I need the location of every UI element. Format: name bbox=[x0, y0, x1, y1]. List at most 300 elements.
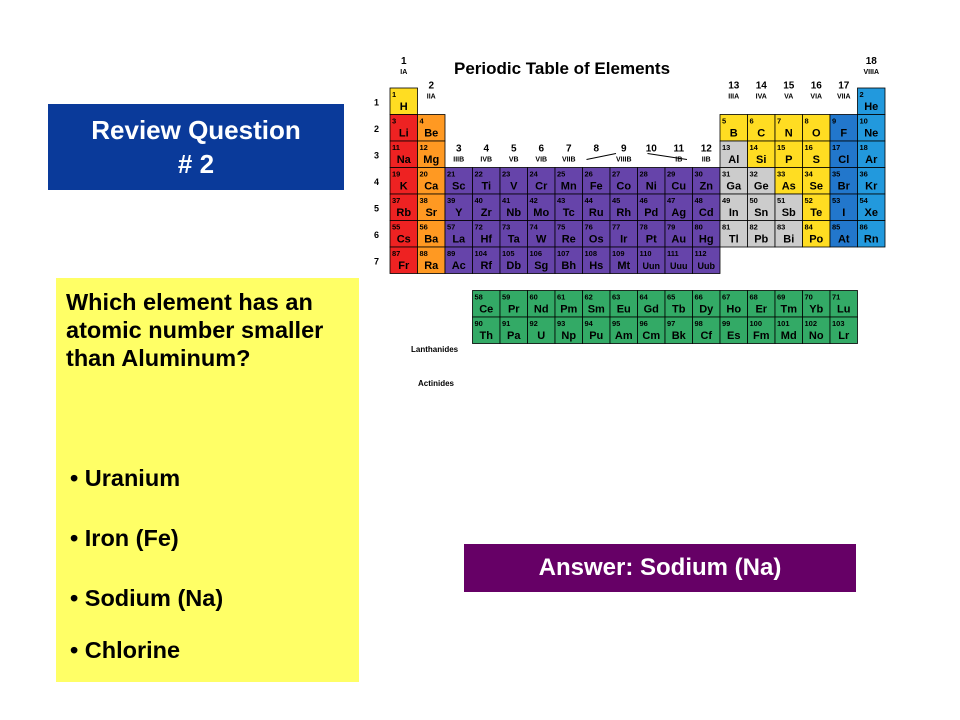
element-cell-ir bbox=[610, 221, 638, 248]
atomic-number: 63 bbox=[612, 292, 621, 302]
element-cell-ra bbox=[418, 247, 446, 274]
period-number: 3 bbox=[374, 150, 380, 161]
element-symbol: Kr bbox=[865, 180, 878, 193]
atomic-number: 59 bbox=[502, 292, 511, 302]
atomic-number: 93 bbox=[557, 319, 566, 328]
element-symbol: Am bbox=[614, 330, 633, 342]
periodic-table-title: Periodic Table of Elements bbox=[454, 59, 671, 78]
element-symbol: Cr bbox=[535, 180, 548, 193]
atomic-number: 33 bbox=[777, 169, 786, 179]
group-number: 8 bbox=[593, 143, 600, 155]
element-symbol: Re bbox=[561, 233, 576, 246]
element-cell-fr bbox=[390, 247, 418, 274]
element-cell-mo bbox=[528, 194, 556, 221]
element-cell-bh bbox=[555, 247, 583, 274]
element-symbol: Fe bbox=[589, 180, 603, 193]
element-cell-ca bbox=[418, 168, 446, 195]
element-symbol: Xe bbox=[864, 207, 878, 219]
element-cell-fe bbox=[583, 168, 611, 195]
group-bracket bbox=[587, 154, 688, 160]
atomic-number: 68 bbox=[749, 292, 758, 302]
element-cell-ti bbox=[473, 168, 501, 195]
atomic-number: 23 bbox=[502, 169, 511, 179]
element-cell-db bbox=[500, 247, 528, 274]
group-number: 18 bbox=[865, 56, 877, 67]
element-cell-tc bbox=[555, 194, 583, 221]
element-symbol: Eu bbox=[616, 303, 631, 316]
element-symbol: Mn bbox=[560, 180, 577, 193]
element-symbol: Er bbox=[755, 303, 768, 316]
atomic-number: 112 bbox=[694, 249, 707, 258]
element-cell-w bbox=[528, 221, 556, 248]
element-cell-ga bbox=[720, 168, 748, 195]
element-cell-p bbox=[775, 141, 803, 168]
atomic-number: 108 bbox=[584, 249, 598, 258]
element-symbol: Ne bbox=[864, 127, 879, 140]
element-symbol: Cl bbox=[838, 154, 850, 166]
element-cell-rh bbox=[610, 194, 638, 221]
group-number: 17 bbox=[838, 80, 850, 92]
atomic-number: 82 bbox=[749, 222, 758, 232]
atomic-number: 30 bbox=[694, 169, 703, 179]
element-symbol: B bbox=[729, 127, 738, 140]
element-cell-at bbox=[830, 221, 858, 248]
element-cell-pd bbox=[638, 194, 666, 221]
element-cell-no bbox=[803, 317, 831, 344]
review-question-line2: # 2 bbox=[177, 149, 215, 179]
element-symbol: Sc bbox=[452, 180, 466, 193]
element-cell-lr bbox=[830, 317, 858, 344]
element-symbol: Nb bbox=[506, 207, 522, 219]
element-symbol: Lu bbox=[837, 303, 851, 316]
group-roman-label: IVA bbox=[755, 93, 767, 101]
element-cell-pb bbox=[748, 221, 776, 248]
element-symbol: Rf bbox=[480, 260, 493, 272]
element-symbol: Cf bbox=[700, 330, 713, 342]
atomic-number: 52 bbox=[804, 196, 813, 205]
group-roman-label: VIIB bbox=[561, 156, 576, 164]
element-symbol: Rh bbox=[616, 207, 632, 219]
element-symbol: F bbox=[840, 127, 848, 140]
atomic-number: 45 bbox=[612, 196, 621, 205]
element-symbol: As bbox=[781, 180, 796, 193]
atomic-number: 17 bbox=[832, 143, 841, 152]
element-cell-lu bbox=[830, 291, 858, 318]
element-cell-tl bbox=[720, 221, 748, 248]
atomic-number: 31 bbox=[722, 169, 731, 179]
element-cell-re bbox=[555, 221, 583, 248]
atomic-number: 26 bbox=[584, 169, 593, 179]
atomic-number: 56 bbox=[419, 222, 428, 232]
atomic-number: 80 bbox=[694, 222, 703, 232]
element-symbol: Fm bbox=[753, 330, 770, 342]
element-symbol: Sg bbox=[534, 260, 549, 272]
atomic-number: 62 bbox=[584, 292, 593, 302]
element-symbol: Np bbox=[561, 330, 577, 342]
element-symbol: Ga bbox=[726, 180, 742, 193]
element-symbol: Ru bbox=[588, 207, 604, 219]
atomic-number: 88 bbox=[419, 249, 428, 258]
period-number: 7 bbox=[374, 256, 380, 267]
element-cell-xe bbox=[858, 194, 886, 221]
element-cell-al bbox=[720, 141, 748, 168]
element-cell-er bbox=[748, 291, 776, 318]
element-cell-hf bbox=[473, 221, 501, 248]
element-symbol: Ba bbox=[424, 233, 439, 246]
group-roman-label: VA bbox=[784, 93, 794, 101]
atomic-number: 83 bbox=[777, 222, 786, 232]
atomic-number: 1 bbox=[392, 90, 397, 99]
element-cell-dy bbox=[693, 291, 721, 318]
atomic-number: 40 bbox=[474, 196, 483, 205]
element-symbol: Bk bbox=[671, 330, 686, 342]
element-symbol: Pm bbox=[560, 303, 578, 316]
atomic-number: 102 bbox=[804, 319, 818, 328]
element-symbol: Pb bbox=[754, 233, 769, 246]
element-symbol: Po bbox=[809, 233, 824, 246]
atomic-number: 49 bbox=[722, 196, 731, 205]
atomic-number: 77 bbox=[612, 222, 621, 232]
element-symbol: Tc bbox=[562, 207, 575, 219]
group-number: 6 bbox=[538, 143, 545, 155]
element-cell-os bbox=[583, 221, 611, 248]
element-symbol: Rb bbox=[396, 207, 412, 219]
atomic-number: 67 bbox=[722, 292, 731, 302]
element-symbol: Ge bbox=[753, 180, 769, 193]
question-text: Which element has an atomic number smaller than Aluminum? bbox=[66, 289, 324, 371]
element-symbol: Cm bbox=[642, 330, 661, 342]
element-cell-s bbox=[803, 141, 831, 168]
group-number: 4 bbox=[483, 143, 490, 155]
atomic-number: 86 bbox=[859, 222, 868, 232]
element-symbol: Tm bbox=[780, 303, 797, 316]
atomic-number: 57 bbox=[447, 222, 456, 232]
element-cell-li bbox=[390, 115, 418, 142]
atomic-number: 105 bbox=[502, 249, 515, 258]
group-number: 7 bbox=[565, 143, 572, 155]
atomic-number: 44 bbox=[584, 196, 593, 205]
element-cell-ba bbox=[418, 221, 446, 248]
atomic-number: 6 bbox=[749, 116, 754, 126]
element-cell-pu bbox=[583, 317, 611, 344]
atomic-number: 89 bbox=[447, 249, 456, 258]
element-cell-mg bbox=[418, 141, 446, 168]
group-number: 1 bbox=[400, 56, 407, 67]
element-cell-uun bbox=[638, 247, 666, 274]
option-uranium[interactable]: • Uranium bbox=[70, 465, 181, 491]
element-symbol: W bbox=[536, 233, 547, 246]
atomic-number: 39 bbox=[447, 196, 456, 205]
element-symbol: Se bbox=[809, 180, 823, 193]
element-symbol: Uub bbox=[697, 261, 715, 271]
element-cell-n bbox=[775, 115, 803, 142]
atomic-number: 41 bbox=[502, 196, 511, 205]
element-symbol: Tl bbox=[728, 233, 739, 246]
element-cell-gd bbox=[638, 291, 666, 318]
atomic-number: 25 bbox=[557, 169, 566, 179]
element-cell-cl bbox=[830, 141, 858, 168]
element-cell-cr bbox=[528, 168, 556, 195]
element-symbol: Br bbox=[837, 180, 850, 193]
atomic-number: 53 bbox=[832, 196, 841, 205]
element-symbol: Uun bbox=[642, 261, 660, 271]
element-cell-eu bbox=[610, 291, 638, 318]
element-symbol: Lr bbox=[838, 330, 850, 342]
review-question-line1: Review Question bbox=[91, 115, 301, 145]
atomic-number: 61 bbox=[557, 292, 566, 302]
element-cell-uub bbox=[693, 247, 721, 274]
group-number: 11 bbox=[673, 143, 685, 155]
element-cell-b bbox=[720, 115, 748, 142]
atomic-number: 90 bbox=[474, 319, 483, 328]
atomic-number: 2 bbox=[859, 90, 864, 99]
element-cell-es bbox=[720, 317, 748, 344]
element-symbol: H bbox=[399, 101, 408, 113]
element-symbol: Hg bbox=[698, 233, 714, 246]
atomic-number: 66 bbox=[694, 292, 703, 302]
atomic-number: 13 bbox=[722, 143, 731, 152]
element-symbol: He bbox=[864, 101, 879, 113]
atomic-number: 20 bbox=[419, 169, 428, 179]
element-cell-na bbox=[390, 141, 418, 168]
atomic-number: 110 bbox=[639, 249, 652, 258]
element-cell-rb bbox=[390, 194, 418, 221]
element-cell-ag bbox=[665, 194, 693, 221]
atomic-number: 96 bbox=[639, 319, 648, 328]
group-roman-label: IVB bbox=[480, 156, 493, 164]
question-panel bbox=[56, 278, 359, 682]
element-symbol: Au bbox=[671, 233, 687, 246]
element-cell-th bbox=[473, 317, 501, 344]
element-cell-v bbox=[500, 168, 528, 195]
element-cell-se bbox=[803, 168, 831, 195]
element-symbol: Os bbox=[588, 233, 604, 246]
element-cell-nd bbox=[528, 291, 556, 318]
atomic-number: 100 bbox=[749, 319, 763, 328]
element-symbol: Mt bbox=[617, 260, 631, 272]
element-symbol: Hf bbox=[480, 233, 493, 246]
element-symbol: Y bbox=[455, 207, 463, 219]
element-symbol: Uuu bbox=[670, 261, 688, 271]
atomic-number: 50 bbox=[749, 196, 758, 205]
group-roman-label: VIIIB bbox=[615, 156, 632, 164]
option-iron[interactable]: • Iron (Fe) bbox=[70, 525, 179, 551]
option-chlorine[interactable]: • Chlorine bbox=[70, 637, 181, 663]
element-cell-sm bbox=[583, 291, 611, 318]
atomic-number: 81 bbox=[722, 222, 731, 232]
element-cell-ce bbox=[473, 291, 501, 318]
atomic-number: 103 bbox=[832, 319, 845, 328]
atomic-number: 38 bbox=[419, 196, 428, 205]
atomic-number: 87 bbox=[392, 249, 401, 258]
group-roman-label: IA bbox=[400, 69, 408, 76]
element-cell-bi bbox=[775, 221, 803, 248]
atomic-number: 28 bbox=[639, 169, 648, 179]
element-cell-tb bbox=[665, 291, 693, 318]
group-roman-label: IB bbox=[675, 156, 683, 164]
element-symbol: V bbox=[510, 180, 518, 193]
element-cell-rf bbox=[473, 247, 501, 274]
atomic-number: 29 bbox=[667, 169, 676, 179]
element-symbol: Si bbox=[756, 154, 767, 166]
group-roman-label: IIB bbox=[701, 156, 711, 164]
group-number: 13 bbox=[728, 80, 740, 92]
element-cell-be bbox=[418, 115, 446, 142]
atomic-number: 10 bbox=[859, 116, 868, 126]
element-cell-pm bbox=[555, 291, 583, 318]
element-cell-sg bbox=[528, 247, 556, 274]
period-number: 5 bbox=[374, 203, 380, 214]
atomic-number: 46 bbox=[639, 196, 648, 205]
element-symbol: S bbox=[812, 154, 820, 166]
element-cell-po bbox=[803, 221, 831, 248]
atomic-number: 9 bbox=[832, 116, 837, 126]
element-symbol: Db bbox=[506, 260, 522, 272]
atomic-number: 55 bbox=[392, 222, 401, 232]
element-symbol: Pr bbox=[507, 303, 520, 316]
element-cell-o bbox=[803, 115, 831, 142]
element-symbol: Bh bbox=[561, 260, 577, 272]
group-roman-label: VB bbox=[508, 156, 519, 164]
element-cell-he bbox=[858, 88, 886, 115]
element-symbol: Md bbox=[780, 330, 797, 342]
element-cell-sr bbox=[418, 194, 446, 221]
element-cell-yb bbox=[803, 291, 831, 318]
atomic-number: 37 bbox=[392, 196, 401, 205]
element-symbol: C bbox=[757, 127, 766, 140]
atomic-number: 58 bbox=[474, 292, 483, 302]
element-symbol: Zr bbox=[480, 207, 492, 219]
atomic-number: 99 bbox=[722, 319, 731, 328]
atomic-number: 64 bbox=[639, 292, 648, 302]
atomic-number: 91 bbox=[502, 319, 511, 328]
element-cell-ho bbox=[720, 291, 748, 318]
element-symbol: Cs bbox=[396, 233, 411, 246]
element-symbol: Hs bbox=[589, 260, 604, 272]
atomic-number: 101 bbox=[777, 319, 790, 328]
actinides-label: Actinides bbox=[418, 379, 455, 388]
element-cell-ge bbox=[748, 168, 776, 195]
atomic-number: 16 bbox=[804, 143, 813, 152]
atomic-number: 75 bbox=[557, 222, 566, 232]
element-symbol: Zn bbox=[699, 180, 713, 193]
atomic-number: 104 bbox=[474, 249, 488, 258]
atomic-number: 42 bbox=[529, 196, 538, 205]
element-cell-ru bbox=[583, 194, 611, 221]
element-symbol: Nd bbox=[533, 303, 549, 316]
atomic-number: 22 bbox=[474, 169, 483, 179]
element-symbol: Pa bbox=[507, 330, 521, 342]
element-symbol: Na bbox=[396, 154, 411, 166]
period-number: 2 bbox=[374, 123, 380, 134]
element-cell-kr bbox=[858, 168, 886, 195]
element-symbol: Fr bbox=[398, 260, 410, 272]
atomic-number: 92 bbox=[529, 319, 538, 328]
atomic-number: 72 bbox=[474, 222, 483, 232]
atomic-number: 19 bbox=[392, 169, 401, 179]
element-symbol: Th bbox=[479, 330, 493, 342]
element-cell-pr bbox=[500, 291, 528, 318]
element-symbol: Sm bbox=[587, 303, 605, 316]
element-symbol: Ta bbox=[507, 233, 520, 246]
element-symbol: Tb bbox=[672, 303, 686, 316]
group-roman-label: IIIB bbox=[453, 156, 465, 164]
group-number: 2 bbox=[428, 80, 435, 92]
element-cell-mn bbox=[555, 168, 583, 195]
option-sodium[interactable]: • Sodium (Na) bbox=[70, 585, 224, 611]
element-cell-ta bbox=[500, 221, 528, 248]
review-question-title bbox=[48, 104, 344, 190]
group-number: 3 bbox=[455, 143, 462, 155]
atomic-number: 4 bbox=[419, 116, 424, 126]
atomic-number: 34 bbox=[804, 169, 813, 179]
atomic-number: 27 bbox=[612, 169, 621, 179]
element-cell-sn bbox=[748, 194, 776, 221]
atomic-number: 12 bbox=[419, 143, 428, 152]
element-symbol: Cd bbox=[698, 207, 714, 219]
element-cell-y bbox=[445, 194, 473, 221]
lanthanides-label: Lanthanides bbox=[411, 345, 459, 354]
element-symbol: Ac bbox=[451, 260, 466, 272]
atomic-number: 95 bbox=[612, 319, 621, 328]
element-symbol: Ti bbox=[481, 180, 492, 193]
atomic-number: 21 bbox=[447, 169, 456, 179]
element-cell-h bbox=[390, 88, 418, 115]
atomic-number: 5 bbox=[722, 116, 727, 126]
periodic-table bbox=[360, 40, 920, 412]
element-cell-hs bbox=[583, 247, 611, 274]
atomic-number: 94 bbox=[584, 319, 593, 328]
group-roman-label: IIA bbox=[426, 93, 436, 101]
element-symbol: Gd bbox=[643, 303, 659, 316]
element-cell-md bbox=[775, 317, 803, 344]
element-cell-si bbox=[748, 141, 776, 168]
atomic-number: 98 bbox=[694, 319, 703, 328]
atomic-number: 54 bbox=[859, 196, 868, 205]
group-number: 16 bbox=[810, 80, 822, 92]
element-symbol: Yb bbox=[809, 303, 824, 316]
atomic-number: 97 bbox=[667, 319, 676, 328]
element-cell-am bbox=[610, 317, 638, 344]
atomic-number: 60 bbox=[529, 292, 538, 302]
element-cell-rn bbox=[858, 221, 886, 248]
atomic-number: 14 bbox=[749, 143, 758, 152]
element-symbol: Bi bbox=[783, 233, 795, 246]
element-cell-uuu bbox=[665, 247, 693, 274]
atomic-number: 69 bbox=[777, 292, 786, 302]
element-symbol: Sr bbox=[425, 207, 438, 219]
element-cell-zn bbox=[693, 168, 721, 195]
element-cell-c bbox=[748, 115, 776, 142]
element-cell-br bbox=[830, 168, 858, 195]
atomic-number: 36 bbox=[859, 169, 868, 179]
element-cell-cf bbox=[693, 317, 721, 344]
atomic-number: 65 bbox=[667, 292, 676, 302]
atomic-number: 43 bbox=[557, 196, 566, 205]
element-symbol: O bbox=[811, 127, 821, 140]
element-symbol: P bbox=[785, 154, 793, 166]
option-label: Chlorine bbox=[84, 637, 181, 663]
element-cell-sb bbox=[775, 194, 803, 221]
element-symbol: Be bbox=[424, 127, 439, 140]
element-symbol: Rn bbox=[863, 233, 879, 246]
element-cell-cd bbox=[693, 194, 721, 221]
element-cell-co bbox=[610, 168, 638, 195]
atomic-number: 76 bbox=[584, 222, 593, 232]
option-label: Uranium bbox=[84, 465, 181, 491]
atomic-number: 73 bbox=[502, 222, 511, 232]
element-cell-as bbox=[775, 168, 803, 195]
